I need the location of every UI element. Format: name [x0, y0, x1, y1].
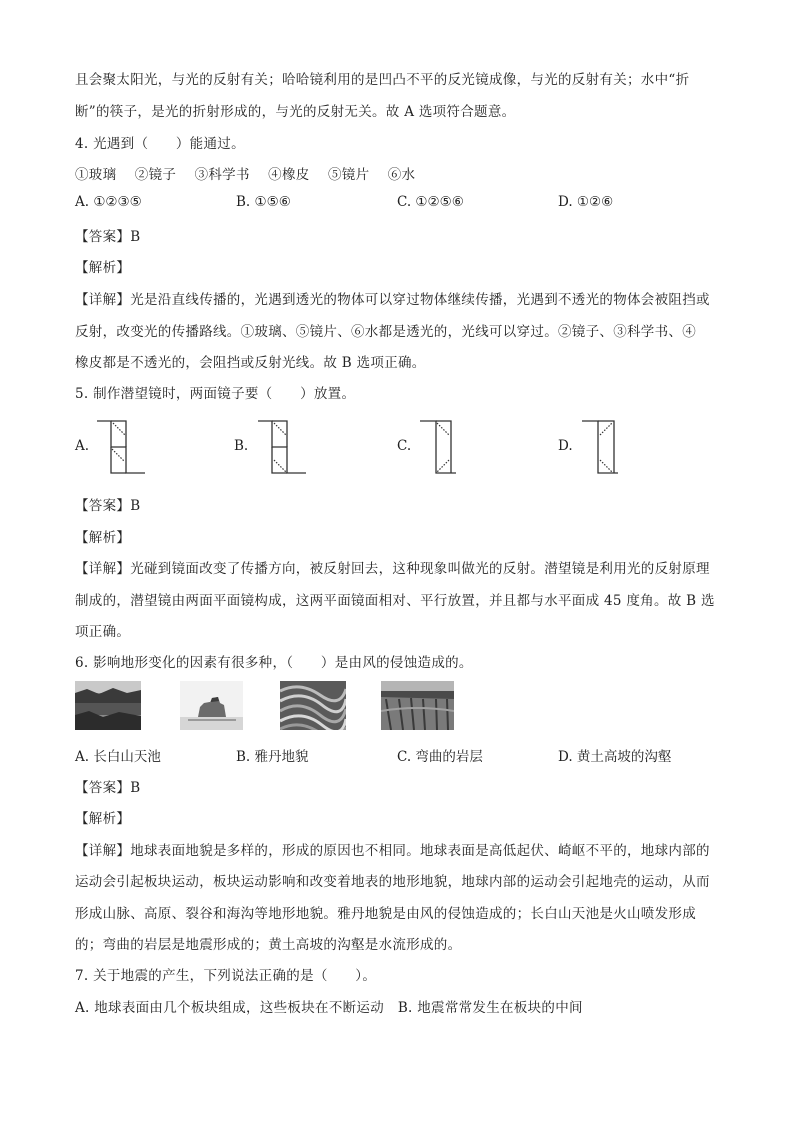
q4-option-c: C. ①②⑤⑥ — [397, 194, 464, 210]
loess-plateau-gully-photo — [381, 681, 454, 730]
q6-detail-4: 的；弯曲的岩层是地震形成的；黄土高坡的沟壑是水流形成的。 — [75, 937, 462, 953]
q7-options-ab: A. 地球表面由几个板块组成，这些板块在不断运动 B. 地震常常发生在板块的中间 — [75, 1000, 583, 1016]
q4-detail-text-1: 光是沿直线传播的，光遇到透光的物体可以穿过物体继续传播，光遇到不透光的物体会被阻挡或 — [130, 292, 710, 308]
q4-option-d: D. ①②⑥ — [558, 194, 614, 210]
q5-detail-2: 制成的，潜望镜由两面平面镜构成，这两平面镜面相对、平行放置，并且都与水平面成 45 度角。故 B 选 — [75, 593, 715, 609]
q6-answer — [75, 776, 140, 796]
intro-line-2: 断”的筷子，是光的折射形成的，与光的反射无关。故 A 选项符合题意。 — [75, 104, 516, 120]
q5-option-b-label: B. — [234, 438, 249, 454]
q6-detail-text-1: 地球表面地貌是多样的，形成的原因也不相同。地球表面是高低起伏、崎岖不平的，地球内部的 — [130, 843, 710, 859]
yardang-landform-photo — [180, 681, 243, 730]
q4-items: ①玻璃 ②镜子 ③科学书 ④橡皮 ⑤镜片 ⑥水 — [75, 167, 416, 183]
q6-stem: 6. 影响地形变化的因素有很多种，（ ）是由风的侵蚀造成的。 — [75, 655, 473, 671]
q6-answer-tag: 【答案】 — [75, 780, 131, 796]
q4-detail-2: 反射，改变光的传播路线。①玻璃、⑤镜片、⑥水都是透光的，光线可以穿过。②镜子、③科学书、④ — [75, 324, 696, 340]
q6-option-b: B. 雅丹地貌 — [236, 749, 309, 765]
q6-detail-3: 形成山脉、高原、裂谷和海沟等地形地貌。雅丹地貌是由风的侵蚀造成的；长白山天池是火山喷发形成 — [75, 906, 696, 922]
q6-detail-tag: 【详解】 — [75, 843, 131, 859]
q4-detail-3: 橡皮都是不透光的，会阻挡或反射光线。故 B 选项正确。 — [75, 355, 426, 371]
q5-answer-value: B — [130, 498, 141, 514]
q5-stem: 5. 制作潜望镜时，两面镜子要（ ）放置。 — [75, 386, 356, 402]
folded-rock-layers-photo — [280, 681, 346, 730]
periscope-diagram-a — [93, 418, 153, 476]
q6-option-a: A. 长白山天池 — [75, 749, 161, 765]
q4-answer-tag: 【答案】 — [75, 229, 131, 245]
q5-detail-1 — [75, 557, 710, 577]
q5-detail-text-1: 光碰到镜面改变了传播方向，被反射回去，这种现象叫做光的反射。潜望镜是利用光的反射原理 — [130, 561, 710, 577]
q5-answer — [75, 494, 140, 514]
q5-option-a-label: A. — [75, 438, 90, 454]
q6-option-d: D. 黄土高坡的沟壑 — [558, 749, 672, 765]
q4-detail-1 — [75, 288, 710, 308]
q4-answer — [75, 225, 140, 245]
q5-detail-tag: 【详解】 — [75, 561, 131, 577]
q5-answer-tag: 【答案】 — [75, 498, 131, 514]
q6-option-c: C. 弯曲的岩层 — [397, 749, 483, 765]
q4-option-a: A. ①②③⑤ — [75, 194, 142, 210]
periscope-diagram-d — [578, 418, 638, 476]
q4-stem: 4. 光遇到（ ）能通过。 — [75, 136, 245, 152]
periscope-diagram-b — [254, 418, 314, 476]
intro-line-1: 且会聚太阳光，与光的反射有关；哈哈镜利用的是凹凸不平的反光镜成像，与光的反射有关；水中“折 — [75, 72, 690, 88]
q5-analysis-tag: 【解析】 — [75, 530, 131, 546]
q5-detail-3: 项正确。 — [75, 624, 131, 640]
q5-option-c-label: C. — [397, 438, 412, 454]
periscope-diagram-c — [416, 418, 476, 476]
q6-answer-value: B — [130, 780, 141, 796]
q5-option-d-label: D. — [558, 438, 573, 454]
changbai-tianchi-photo — [75, 681, 141, 730]
q6-analysis-tag: 【解析】 — [75, 811, 131, 827]
q7-stem: 7. 关于地震的产生，下列说法正确的是（ ）。 — [75, 968, 377, 984]
q4-option-b: B. ①⑤⑥ — [236, 194, 291, 210]
q4-answer-value: B — [130, 229, 141, 245]
q4-detail-tag: 【详解】 — [75, 292, 131, 308]
q6-detail-1 — [75, 839, 710, 859]
q6-detail-2: 运动会引起板块运动，板块运动影响和改变着地表的地形地貌，地球内部的运动会引起地壳的运动，从而 — [75, 874, 710, 890]
q4-analysis-tag: 【解析】 — [75, 260, 131, 276]
